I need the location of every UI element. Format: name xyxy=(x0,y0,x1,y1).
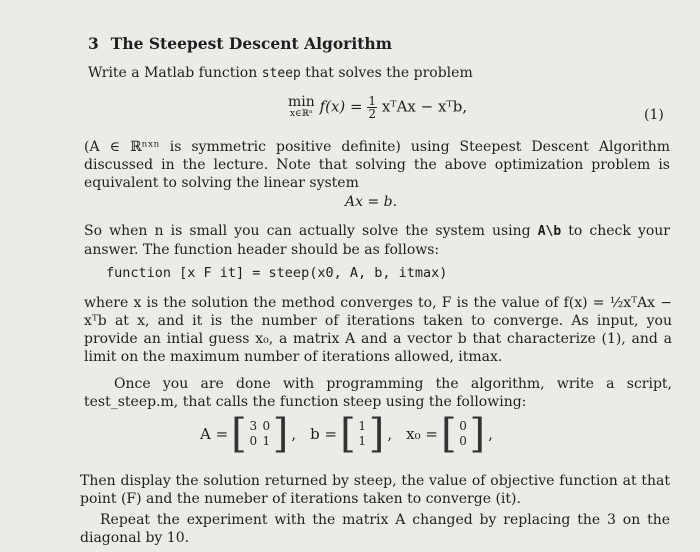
optimization-problem xyxy=(288,95,467,120)
objective-lhs: f(x) = xyxy=(319,97,368,116)
min-subscript: x∈ℝⁿ xyxy=(289,108,313,119)
paragraph-definition: (A ∈ ℝⁿˣⁿ is symmetric positive definite) using Steepest Descent Algorithm discussed in the lecture. Note that solving the above optimization problem is equivalent to solving the linear system xyxy=(84,139,670,191)
one-half-fraction xyxy=(367,95,377,120)
paragraph-script: Once you are done with programming the algorithm, write a script, test_steep.m, that calls the function steep using the following: xyxy=(84,376,672,410)
paragraph-display: Then display the solution returned by steep, the value of objective function at that point (F) and the numeber of iterations taken to converge (it). xyxy=(80,473,670,507)
min-label: min xyxy=(288,93,315,110)
separator: , xyxy=(291,425,297,443)
intro-function-name: steep xyxy=(261,66,301,81)
matrix-a-cell: 0 xyxy=(249,434,258,448)
vector-x0-cell: 0 xyxy=(459,434,467,448)
intro-line xyxy=(88,64,473,83)
matrix-a-label: A = xyxy=(200,425,229,443)
vector-x0-cell: 0 xyxy=(459,419,467,433)
backslash-code: A\b xyxy=(537,224,562,239)
vector-x0-label: x₀ = xyxy=(406,425,438,443)
section-title: The Steepest Descent Algorithm xyxy=(110,34,393,53)
objective-rhs: xᵀAx − xᵀb, xyxy=(381,97,468,116)
vector-b: [ 1 1 ] xyxy=(340,411,385,457)
separator: , xyxy=(488,425,493,443)
paragraph-outputs: where x is the solution the method converges to, F is the value of f(x) = ½xᵀAx − xᵀb at x, and it is the number of iterations taken to converge. As input, you provide an intial guess x₀, a matrix A and a vector b that characterize (1), and a limit on the maximum number of iterations allowed, itmax. xyxy=(84,295,672,365)
min-operator xyxy=(288,93,315,120)
vector-b-cell: 1 xyxy=(358,434,367,448)
intro-text-a: Write a Matlab function xyxy=(88,65,262,81)
vector-b-label: b = xyxy=(310,425,338,443)
linear-system-equation: Ax = b. xyxy=(345,194,398,210)
matrix-a-cell: 1 xyxy=(262,434,271,448)
section-heading xyxy=(88,34,392,53)
input-matrices xyxy=(200,412,493,456)
intro-text-b: that solves the problem xyxy=(300,65,473,81)
para3-text-b: to check your answer. The function header should be as follows: xyxy=(84,223,670,258)
paragraph-check-answer xyxy=(84,222,670,259)
matrix-a-cell: 3 xyxy=(249,419,258,433)
para3-text-a: So when n is small you can actually solve the system using xyxy=(84,223,538,239)
fraction-denominator: 2 xyxy=(368,107,377,121)
matrix-a-cell: 0 xyxy=(262,419,271,433)
paragraph-repeat: Repeat the experiment with the matrix A changed by replacing the 3 on the diagonal by 10. xyxy=(80,512,670,546)
section-number: 3 xyxy=(88,34,99,53)
vector-x0: [ 0 0 ] xyxy=(440,411,486,457)
separator: , xyxy=(387,425,393,443)
function-header-code: function [x F it] = steep(x0, A, b, itmax) xyxy=(106,265,448,281)
matrix-a: [ 3 0 0 1 ] xyxy=(231,411,289,457)
vector-b-cell: 1 xyxy=(358,419,367,433)
equation-number: (1) xyxy=(644,107,664,123)
fraction-numerator: 1 xyxy=(368,94,377,108)
